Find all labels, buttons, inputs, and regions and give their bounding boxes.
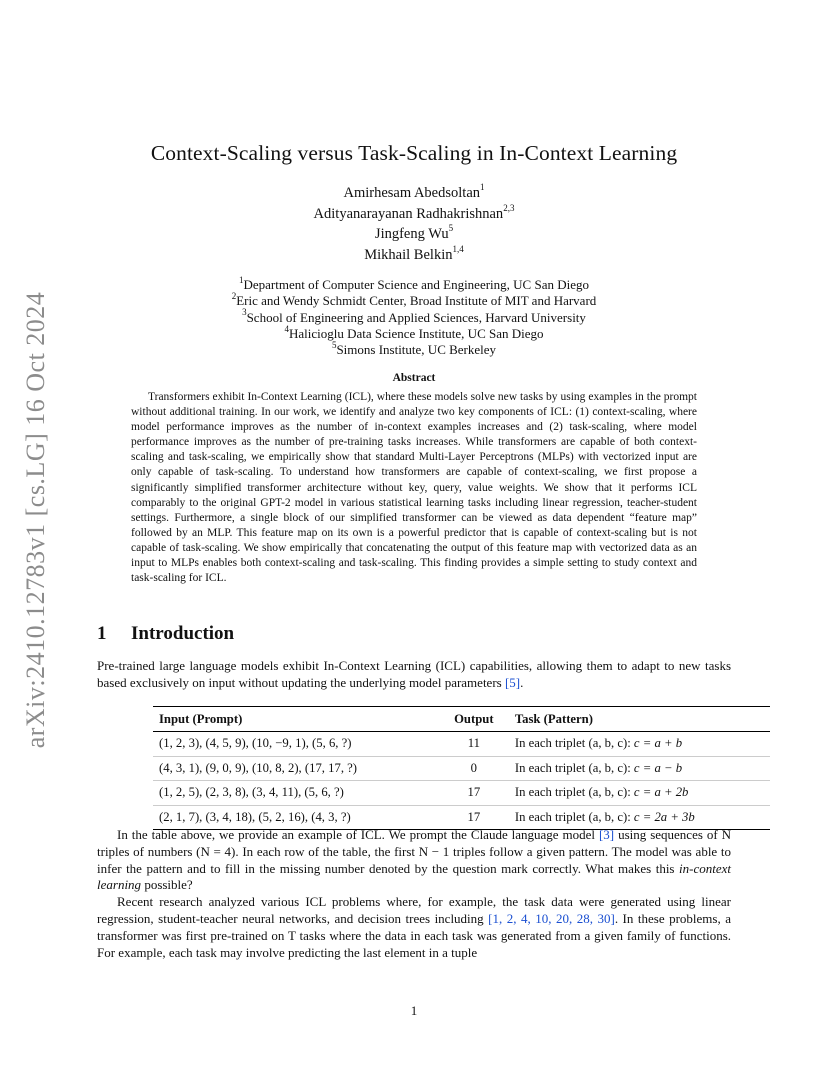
cell-input: (1, 2, 3), (4, 5, 9), (10, −9, 1), (5, 6, ?) <box>153 732 439 757</box>
citation-link[interactable]: [5] <box>504 675 521 691</box>
cell-input: (1, 2, 5), (2, 3, 8), (3, 4, 11), (5, 6, ?) <box>153 781 439 806</box>
author: Jingfeng Wu$^5$ <box>374 223 454 242</box>
table-header-row <box>153 707 770 732</box>
column-header-input: Input (Prompt) <box>153 707 439 732</box>
page-number: 1 <box>410 1003 418 1018</box>
author: Adityanarayanan Radhakrishnan$^{2,3}$ <box>313 202 515 222</box>
arxiv-identifier-stamp <box>0 0 60 1072</box>
section-heading <box>97 623 234 645</box>
body-paragraph: In the table above, we provide an example of ICL. We prompt the Claude language model [3] using sequences of N triples of numbers (N = 4). In each row of the table, the first N − 1 triples follow a given pattern. The model was able to infer the pattern and to fill in the missing number denoted by the question mark correctly. What makes this in-context learning possible? <box>97 827 731 893</box>
table-row <box>153 756 770 781</box>
cell-input: (2, 1, 7), (3, 4, 18), (5, 2, 16), (4, 3, ?) <box>153 805 439 830</box>
citation-link[interactable]: [1, 2, 4, 10, 20, 28, 30] <box>488 910 615 926</box>
section-title: Introduction <box>131 623 235 644</box>
body-paragraph: Recent research analyzed various ICL problems where, for example, the task data were generated using linear regression, student-teacher neural networks, and decision trees including [1, 2, 4, 10, 20, 28, 30]. In these problems, a transformer was first pre-trained on T tasks where the data in each task was generated from a given family of functions. For example, each task may involve predicting the last element in a tuple <box>97 894 731 960</box>
arxiv-stamp-text: arXiv:2410.12783v1 [cs.LG] 16 Oct 2024 <box>21 291 50 749</box>
cell-output: 17 <box>439 781 509 806</box>
cell-task: In each triplet (a, b, c): c = 2a + 3b <box>509 805 770 830</box>
column-header-task: Task (Pattern) <box>509 707 770 732</box>
section-number: 1 <box>97 623 107 644</box>
affiliation: $^3$School of Engineering and Applied Sciences, Harvard University <box>242 307 586 325</box>
author-list <box>97 183 731 265</box>
author: Amirhesam Abedsoltan$^1$ <box>343 182 485 201</box>
cell-output: 17 <box>439 805 509 830</box>
column-header-output: Output <box>439 707 509 732</box>
cell-task: In each triplet (a, b, c): c = a + b <box>509 732 770 757</box>
affiliation: $^1$Department of Computer Science and Engineering, UC San Diego <box>239 274 589 292</box>
cell-output: 11 <box>439 732 509 757</box>
cell-task: In each triplet (a, b, c): c = a − b <box>509 756 770 781</box>
affiliation: $^2$Eric and Wendy Schmidt Center, Broad Institute of MIT and Harvard <box>231 290 597 309</box>
citation-link[interactable]: [3] <box>598 827 615 842</box>
icl-example-table <box>153 706 770 830</box>
table-row <box>153 805 770 830</box>
cell-input: (4, 3, 1), (9, 0, 9), (10, 8, 2), (17, 17, ?) <box>153 756 439 781</box>
affiliation: $^4$Halicioglu Data Science Institute, UC San Diego <box>284 323 544 341</box>
abstract-body: Transformers exhibit In-Context Learning (ICL), where these models solve new tasks by using examples in the prompt without additional training. In our work, we identify and analyze two key components of ICL: (1) context-scaling, where model performance improves as the number of in-context examples increases and (2) task-scaling, where model performance improves as the number of pre-training tasks increases. While transformers are capable of both context-scaling and task-scaling, we empirically show that standard Multi-Layer Perceptrons (MLPs) with vectorized input are only capable of task-scaling. To understand how transformers are capable of context-scaling, we first propose a significantly simplified transformer architecture without key, query, value weights. We show that it performs ICL comparably to the original GPT-2 model in various statistical learning tasks including linear regression, teacher-student settings. Furthermore, a single block of our simplified transformer can be viewed as data dependent “feature map” followed by an MLP. This feature map on its own is a powerful predictor that is capable of context-scaling but is not capable of task-scaling. We show empirically that concatenating the output of this feature map with vectorized data as an input to MLPs enables both context-scaling and task-scaling. This finding provides a simple setting to study context and task-scaling for ICL. <box>131 391 697 585</box>
intro-paragraph: Pre-trained large language models exhibit In-Context Learning (ICL) capabilities, allowing them to adapt to new tasks based exclusively on input without updating the underlying model parameters [5]. <box>97 658 731 691</box>
affiliation: $^5$Simons Institute, UC Berkeley <box>331 339 497 358</box>
table-row <box>153 732 770 757</box>
body-text <box>97 827 731 961</box>
abstract-heading: Abstract <box>392 372 436 384</box>
paper-title: Context-Scaling versus Task-Scaling in In-Context Learning <box>150 141 678 165</box>
affiliation-list <box>97 274 731 358</box>
cell-task: In each triplet (a, b, c): c = a + 2b <box>509 781 770 806</box>
table-row <box>153 781 770 806</box>
cell-output: 0 <box>439 756 509 781</box>
author: Mikhail Belkin$^{1,4}$ <box>364 243 464 263</box>
